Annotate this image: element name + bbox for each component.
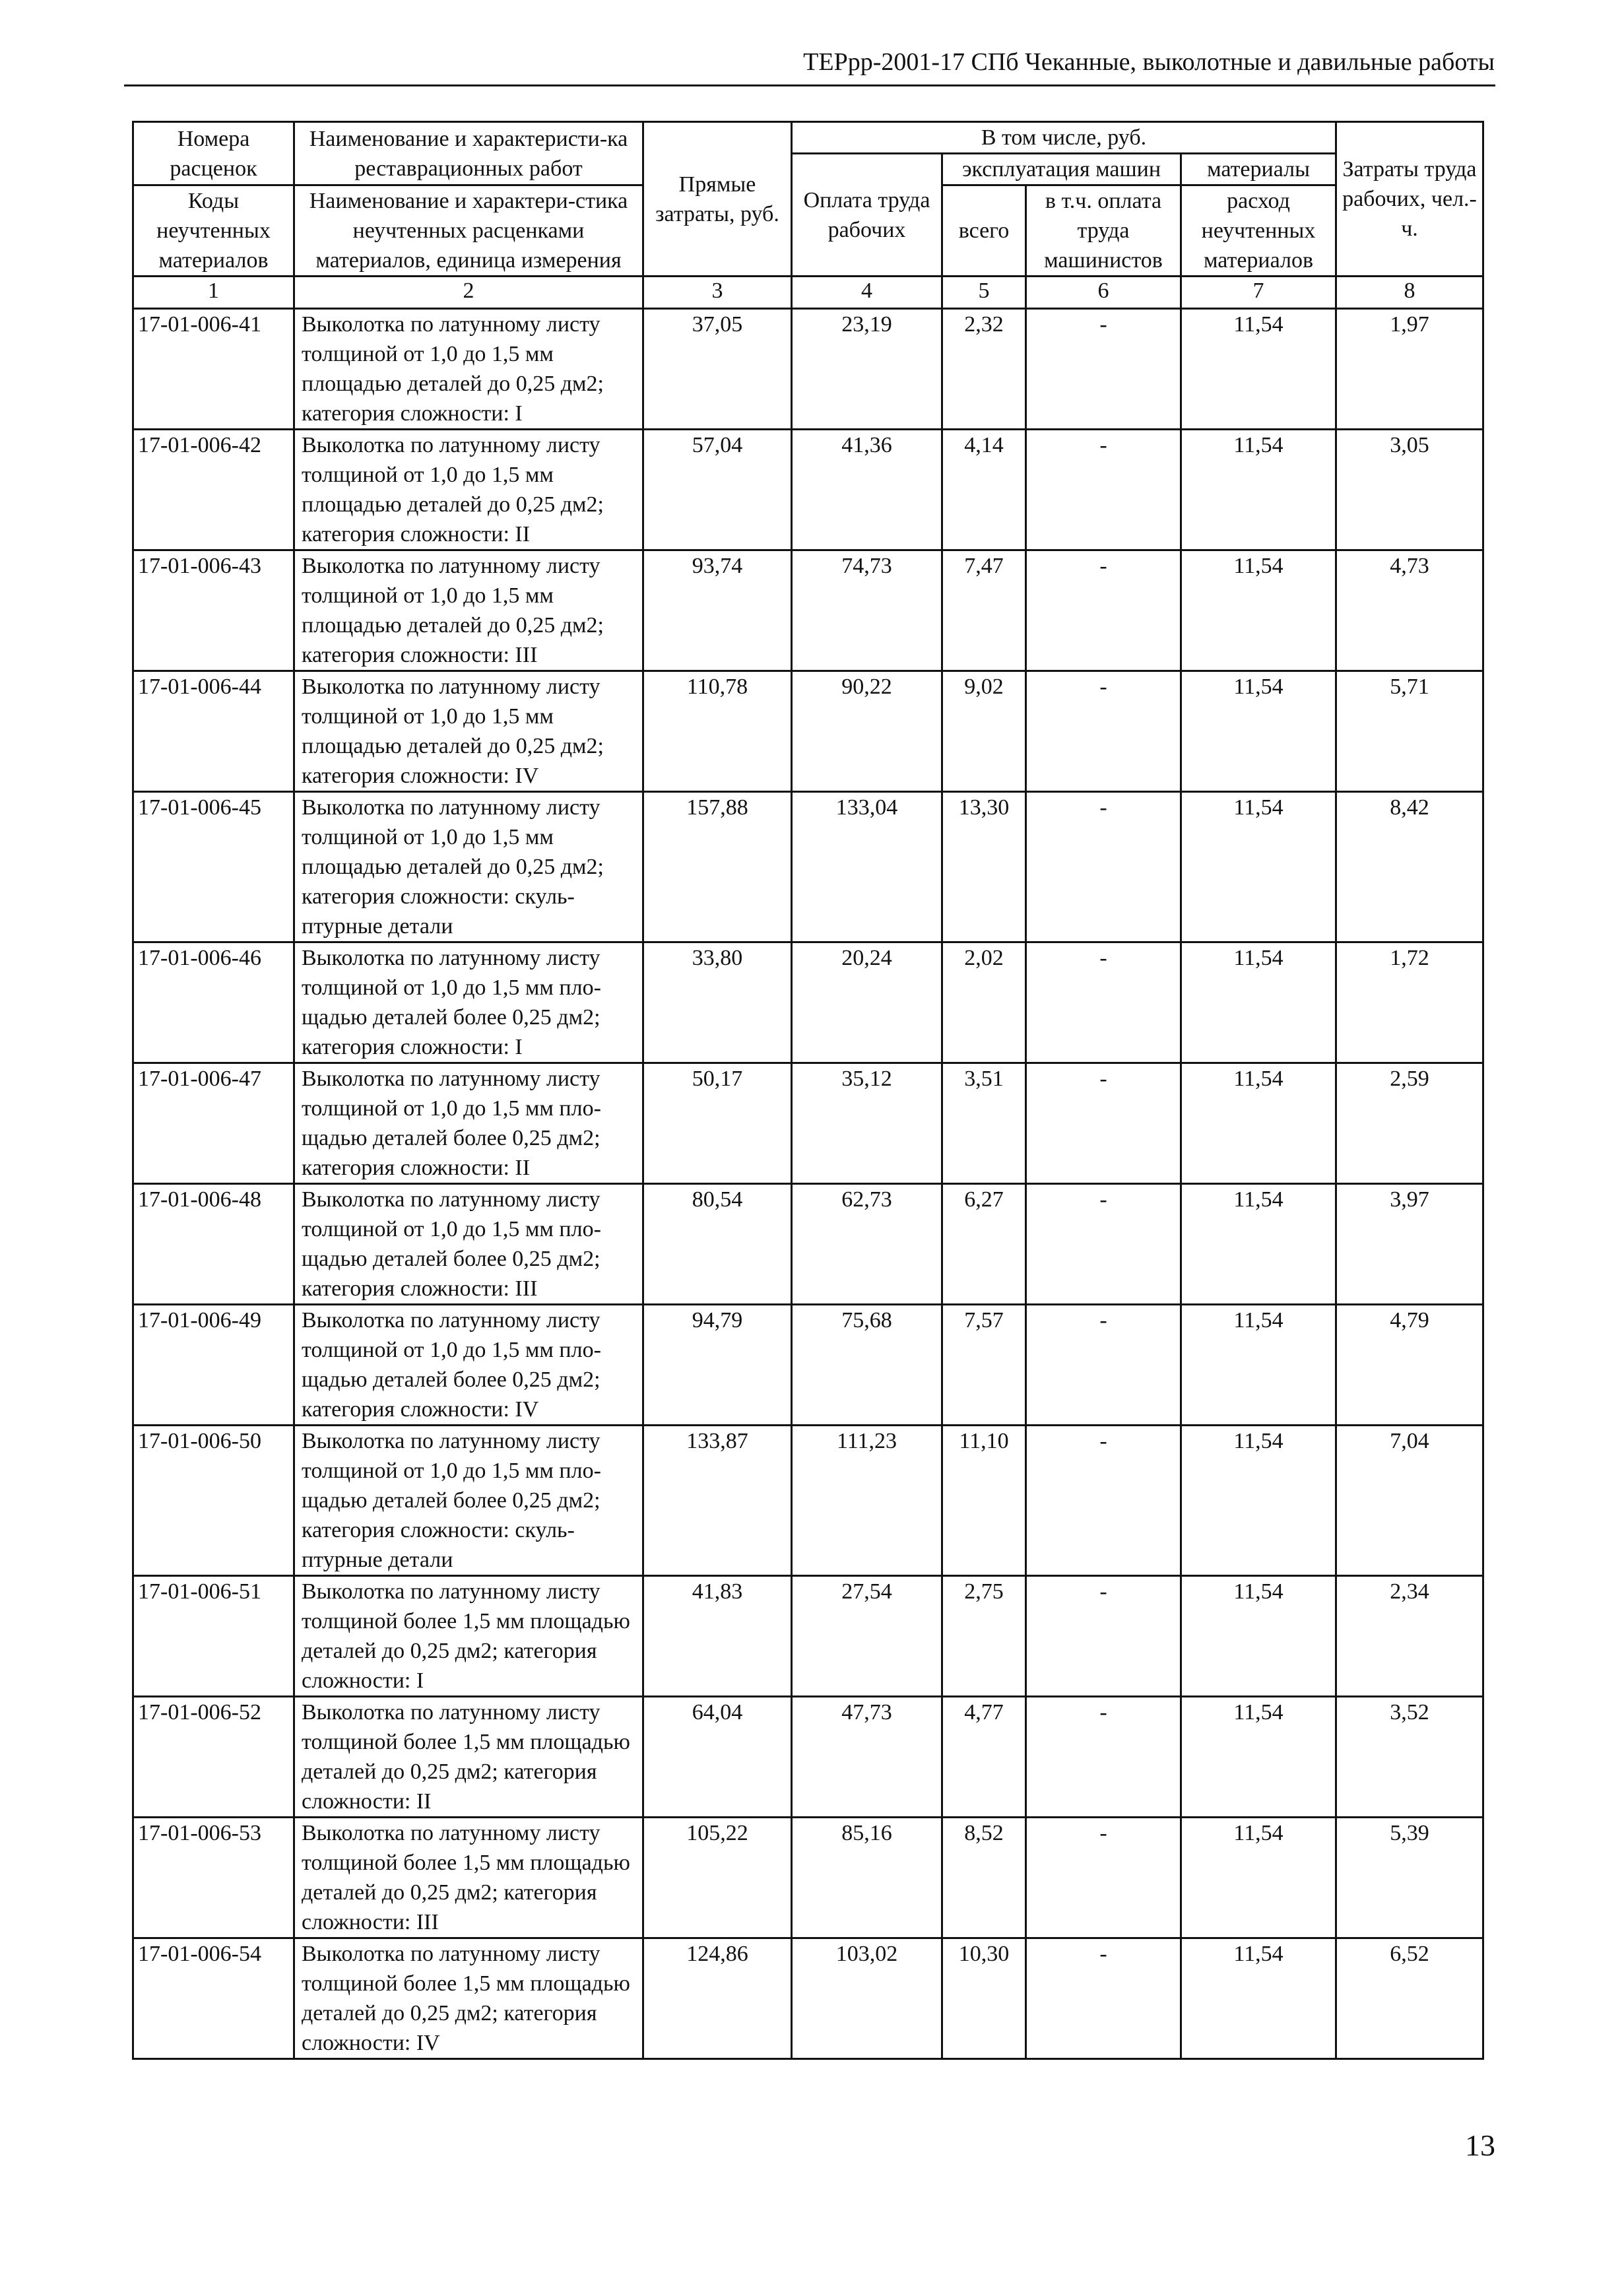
labor-hours-value: 2,59 bbox=[1336, 1063, 1483, 1184]
machines-value: 7,57 bbox=[942, 1305, 1026, 1426]
column-number: 7 bbox=[1181, 277, 1336, 309]
machinists-value: - bbox=[1026, 671, 1181, 792]
column-number-row bbox=[133, 277, 1483, 309]
machinists-value: - bbox=[1026, 1938, 1181, 2059]
machines-value: 6,27 bbox=[942, 1184, 1026, 1305]
column-number: 8 bbox=[1336, 277, 1483, 309]
rate-code: 17-01-006-41 bbox=[133, 309, 294, 430]
labor-hours-value: 3,97 bbox=[1336, 1184, 1483, 1305]
machines-value: 11,10 bbox=[942, 1426, 1026, 1576]
header-material-name: Наименование и характери-стика неучтенных расценками материалов, единица измерения bbox=[294, 185, 643, 277]
machinists-value: - bbox=[1026, 1063, 1181, 1184]
labor-hours-value: 1,97 bbox=[1336, 309, 1483, 430]
labor-pay-value: 62,73 bbox=[792, 1184, 942, 1305]
machines-value: 2,75 bbox=[942, 1576, 1026, 1697]
labor-pay-value: 111,23 bbox=[792, 1426, 942, 1576]
direct-costs-value: 94,79 bbox=[643, 1305, 792, 1426]
header-including-group: В том числе, руб. bbox=[792, 122, 1336, 154]
rate-code: 17-01-006-53 bbox=[133, 1818, 294, 1938]
page-number: 13 bbox=[1465, 2128, 1495, 2162]
header-rate-numbers: Номера расценок bbox=[133, 122, 294, 185]
header-materials-group: материалы bbox=[1181, 154, 1336, 185]
materials-value: 11,54 bbox=[1181, 430, 1336, 550]
work-description: Выколотка по латунному листу толщиной от 1,0 до 1,5 мм площадью деталей до 0,25 дм2; категория сложности: I bbox=[294, 309, 643, 430]
header-direct-costs: Прямые затраты, руб. bbox=[643, 122, 792, 277]
table-row bbox=[133, 1426, 1483, 1576]
table-row bbox=[133, 1305, 1483, 1426]
machines-value: 2,02 bbox=[942, 942, 1026, 1063]
direct-costs-value: 50,17 bbox=[643, 1063, 792, 1184]
column-number: 5 bbox=[942, 277, 1026, 309]
table-row bbox=[133, 1938, 1483, 2059]
materials-value: 11,54 bbox=[1181, 1184, 1336, 1305]
labor-hours-value: 2,34 bbox=[1336, 1576, 1483, 1697]
machinists-value: - bbox=[1026, 1818, 1181, 1938]
work-description: Выколотка по латунному листу толщиной более 1,5 мм площадью деталей до 0,25 дм2; категория сложности: I bbox=[294, 1576, 643, 1697]
direct-costs-value: 110,78 bbox=[643, 671, 792, 792]
direct-costs-value: 124,86 bbox=[643, 1938, 792, 2059]
labor-hours-value: 1,72 bbox=[1336, 942, 1483, 1063]
machinists-value: - bbox=[1026, 942, 1181, 1063]
header-labor-pay: Оплата труда рабочих bbox=[792, 154, 942, 277]
direct-costs-value: 157,88 bbox=[643, 792, 792, 942]
direct-costs-value: 37,05 bbox=[643, 309, 792, 430]
machinists-value: - bbox=[1026, 1576, 1181, 1697]
labor-pay-value: 41,36 bbox=[792, 430, 942, 550]
labor-hours-value: 6,52 bbox=[1336, 1938, 1483, 2059]
rate-code: 17-01-006-50 bbox=[133, 1426, 294, 1576]
labor-hours-value: 5,71 bbox=[1336, 671, 1483, 792]
machinists-value: - bbox=[1026, 1426, 1181, 1576]
labor-pay-value: 103,02 bbox=[792, 1938, 942, 2059]
table-row bbox=[133, 1576, 1483, 1697]
materials-value: 11,54 bbox=[1181, 1576, 1336, 1697]
column-number: 2 bbox=[294, 277, 643, 309]
labor-pay-value: 20,24 bbox=[792, 942, 942, 1063]
work-description: Выколотка по латунному листу толщиной от 1,0 до 1,5 мм пло-щадью деталей более 0,25 дм2; категория сложности: скуль-птурные детали bbox=[294, 1426, 643, 1576]
labor-hours-value: 5,39 bbox=[1336, 1818, 1483, 1938]
direct-costs-value: 33,80 bbox=[643, 942, 792, 1063]
header-machines-total: всего bbox=[942, 185, 1026, 277]
rate-code: 17-01-006-54 bbox=[133, 1938, 294, 2059]
machinists-value: - bbox=[1026, 792, 1181, 942]
rate-code: 17-01-006-48 bbox=[133, 1184, 294, 1305]
materials-value: 11,54 bbox=[1181, 1818, 1336, 1938]
labor-pay-value: 75,68 bbox=[792, 1305, 942, 1426]
machinists-value: - bbox=[1026, 1697, 1181, 1818]
rate-code: 17-01-006-44 bbox=[133, 671, 294, 792]
labor-pay-value: 85,16 bbox=[792, 1818, 942, 1938]
work-description: Выколотка по латунному листу толщиной от 1,0 до 1,5 мм площадью деталей до 0,25 дм2; категория сложности: IV bbox=[294, 671, 643, 792]
machinists-value: - bbox=[1026, 430, 1181, 550]
labor-hours-value: 3,52 bbox=[1336, 1697, 1483, 1818]
machines-value: 3,51 bbox=[942, 1063, 1026, 1184]
rate-code: 17-01-006-42 bbox=[133, 430, 294, 550]
machinists-value: - bbox=[1026, 309, 1181, 430]
labor-pay-value: 90,22 bbox=[792, 671, 942, 792]
machines-value: 8,52 bbox=[942, 1818, 1026, 1938]
rate-code: 17-01-006-45 bbox=[133, 792, 294, 942]
materials-value: 11,54 bbox=[1181, 1305, 1336, 1426]
rate-code: 17-01-006-43 bbox=[133, 550, 294, 671]
work-description: Выколотка по латунному листу толщиной более 1,5 мм площадью деталей до 0,25 дм2; категория сложности: IV bbox=[294, 1938, 643, 2059]
materials-value: 11,54 bbox=[1181, 1938, 1336, 2059]
header-machines-group: эксплуатация машин bbox=[942, 154, 1181, 185]
work-description: Выколотка по латунному листу толщиной от 1,0 до 1,5 мм пло-щадью деталей более 0,25 дм2; категория сложности: I bbox=[294, 942, 643, 1063]
direct-costs-value: 80,54 bbox=[643, 1184, 792, 1305]
machines-value: 7,47 bbox=[942, 550, 1026, 671]
table-row bbox=[133, 430, 1483, 550]
work-description: Выколотка по латунному листу толщиной от 1,0 до 1,5 мм площадью деталей до 0,25 дм2; категория сложности: II bbox=[294, 430, 643, 550]
machinists-value: - bbox=[1026, 1305, 1181, 1426]
labor-hours-value: 8,42 bbox=[1336, 792, 1483, 942]
materials-value: 11,54 bbox=[1181, 792, 1336, 942]
machines-value: 4,77 bbox=[942, 1697, 1026, 1818]
machines-value: 9,02 bbox=[942, 671, 1026, 792]
direct-costs-value: 64,04 bbox=[643, 1697, 792, 1818]
labor-pay-value: 74,73 bbox=[792, 550, 942, 671]
rates-table bbox=[132, 121, 1484, 2060]
materials-value: 11,54 bbox=[1181, 1063, 1336, 1184]
labor-pay-value: 23,19 bbox=[792, 309, 942, 430]
labor-hours-value: 3,05 bbox=[1336, 430, 1483, 550]
direct-costs-value: 133,87 bbox=[643, 1426, 792, 1576]
machines-value: 2,32 bbox=[942, 309, 1026, 430]
machines-value: 13,30 bbox=[942, 792, 1026, 942]
labor-pay-value: 27,54 bbox=[792, 1576, 942, 1697]
column-number: 3 bbox=[643, 277, 792, 309]
machines-value: 4,14 bbox=[942, 430, 1026, 550]
direct-costs-value: 41,83 bbox=[643, 1576, 792, 1697]
header-work-name: Наименование и характеристи-ка реставрационных работ bbox=[294, 122, 643, 185]
work-description: Выколотка по латунному листу толщиной от 1,0 до 1,5 мм пло-щадью деталей более 0,25 дм2; категория сложности: III bbox=[294, 1184, 643, 1305]
header-material-codes: Коды неучтенных материалов bbox=[133, 185, 294, 277]
table-row bbox=[133, 792, 1483, 942]
table-row bbox=[133, 671, 1483, 792]
materials-value: 11,54 bbox=[1181, 1697, 1336, 1818]
work-description: Выколотка по латунному листу толщиной от 1,0 до 1,5 мм площадью деталей до 0,25 дм2; категория сложности: скуль-птурные детали bbox=[294, 792, 643, 942]
labor-hours-value: 4,79 bbox=[1336, 1305, 1483, 1426]
machinists-value: - bbox=[1026, 1184, 1181, 1305]
labor-pay-value: 47,73 bbox=[792, 1697, 942, 1818]
column-number: 4 bbox=[792, 277, 942, 309]
machines-value: 10,30 bbox=[942, 1938, 1026, 2059]
work-description: Выколотка по латунному листу толщиной более 1,5 мм площадью деталей до 0,25 дм2; категория сложности: III bbox=[294, 1818, 643, 1938]
labor-hours-value: 4,73 bbox=[1336, 550, 1483, 671]
direct-costs-value: 105,22 bbox=[643, 1818, 792, 1938]
labor-hours-value: 7,04 bbox=[1336, 1426, 1483, 1576]
header-material-consumption: расход неучтенных материалов bbox=[1181, 185, 1336, 277]
table-row bbox=[133, 1818, 1483, 1938]
labor-pay-value: 133,04 bbox=[792, 792, 942, 942]
materials-value: 11,54 bbox=[1181, 671, 1336, 792]
table-row bbox=[133, 1184, 1483, 1305]
table-row bbox=[133, 1697, 1483, 1818]
rate-code: 17-01-006-52 bbox=[133, 1697, 294, 1818]
table-row bbox=[133, 309, 1483, 430]
table-row bbox=[133, 1063, 1483, 1184]
header-labor-hours: Затраты труда рабочих, чел.-ч. bbox=[1336, 122, 1483, 277]
column-number: 1 bbox=[133, 277, 294, 309]
rate-code: 17-01-006-47 bbox=[133, 1063, 294, 1184]
materials-value: 11,54 bbox=[1181, 1426, 1336, 1576]
materials-value: 11,54 bbox=[1181, 550, 1336, 671]
materials-value: 11,54 bbox=[1181, 942, 1336, 1063]
machinists-value: - bbox=[1026, 550, 1181, 671]
work-description: Выколотка по латунному листу толщиной от 1,0 до 1,5 мм площадью деталей до 0,25 дм2; категория сложности: III bbox=[294, 550, 643, 671]
rate-code: 17-01-006-49 bbox=[133, 1305, 294, 1426]
materials-value: 11,54 bbox=[1181, 309, 1336, 430]
direct-costs-value: 93,74 bbox=[643, 550, 792, 671]
work-description: Выколотка по латунному листу толщиной более 1,5 мм площадью деталей до 0,25 дм2; категория сложности: II bbox=[294, 1697, 643, 1818]
page-header-title: ТЕРрр-2001-17 СПб Чеканные, выколотные и давильные работы bbox=[803, 48, 1495, 76]
direct-costs-value: 57,04 bbox=[643, 430, 792, 550]
rate-code: 17-01-006-46 bbox=[133, 942, 294, 1063]
work-description: Выколотка по латунному листу толщиной от 1,0 до 1,5 мм пло-щадью деталей более 0,25 дм2; категория сложности: II bbox=[294, 1063, 643, 1184]
labor-pay-value: 35,12 bbox=[792, 1063, 942, 1184]
header-machinists-pay: в т.ч. оплата труда машинистов bbox=[1026, 185, 1181, 277]
rate-code: 17-01-006-51 bbox=[133, 1576, 294, 1697]
column-number: 6 bbox=[1026, 277, 1181, 309]
table-row bbox=[133, 550, 1483, 671]
work-description: Выколотка по латунному листу толщиной от 1,0 до 1,5 мм пло-щадью деталей более 0,25 дм2; категория сложности: IV bbox=[294, 1305, 643, 1426]
table-row bbox=[133, 942, 1483, 1063]
header-divider bbox=[124, 84, 1495, 86]
